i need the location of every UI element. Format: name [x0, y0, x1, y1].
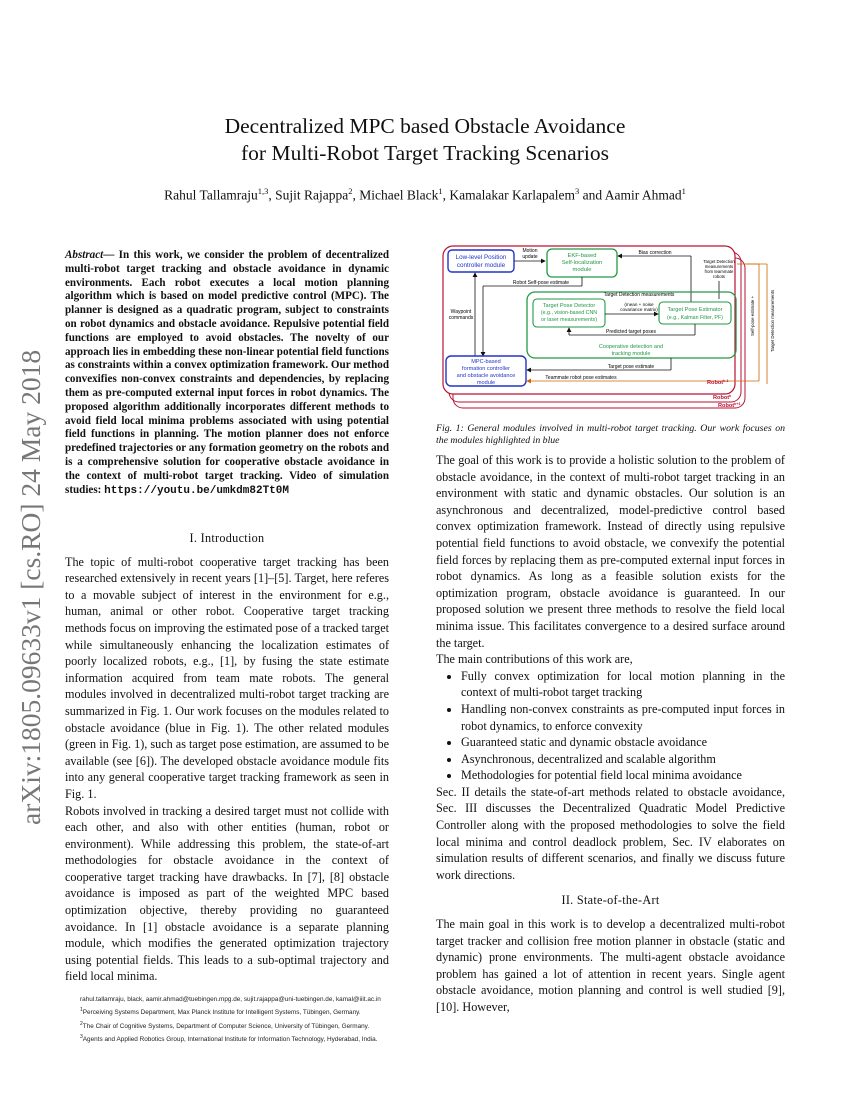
footnote-emails	[80, 995, 410, 1005]
state-of-art-heading: II. State-of-the-Art	[561, 893, 660, 908]
bias-label: Bias correction	[638, 250, 672, 256]
author-sep: ,	[442, 187, 450, 203]
intro-heading: I. Introduction	[189, 531, 265, 545]
author-sep: ,	[268, 187, 276, 203]
author-1: Rahul Tallamraju	[164, 187, 258, 203]
mean-noise-2: covariance matrix)	[620, 307, 658, 312]
pose-estimator-1: Target Pose Estimator	[667, 307, 723, 313]
contribution-3: • Guaranteed static and dynamic obstacle avoidance	[461, 734, 785, 751]
footnote-mark: 2	[80, 1020, 83, 1027]
teammate-det-2: measurements	[704, 264, 734, 269]
goal-paragraph: The goal of this work is to provide a holistic solution to the problem of obstacle avoidance, in the context of multi-robot target tracking in an environment with static and dynamic obstacles. Our solution is an asynchronous and decentralized, model-predictive control based convex optimization framework. Instead of directly using repulsive potential field functions to avoid obstacle, we convexify the potential field forces by replacing them as pre-computed external input forces in robot dynamics. As long as a feasible solution exists for the optimization program, obstacle avoidance is guaranteed. In our proposed solution we present three methods to resolve the field local minima issue. This facilitates convergence to a desired surface around the target.	[436, 453, 785, 650]
footnote-text: rahul.tallamraju, black, aamir.ahmad@tuebingen.mpg.de, sujit.rajappa@uni-tuebingen.de, kamal@iiit.ac.in	[80, 996, 381, 1003]
title-line-2: for Multi-Robot Target Tracking Scenarios	[241, 141, 609, 165]
low-level-label-2: controller module	[456, 262, 506, 269]
footnote-1	[80, 1005, 410, 1018]
motion-update-1: Motion	[522, 248, 538, 254]
author-3-affil: 1	[438, 186, 443, 196]
contribution-1: • Fully convex optimization for local motion planning in the context of multi-robot target tracking	[461, 668, 785, 701]
pose-detector-1: Target Pose Detector	[542, 303, 596, 309]
title-line-1: Decentralized MPC based Obstacle Avoidance	[224, 114, 626, 138]
right-column	[436, 452, 785, 1016]
footnote-text: The Chair of Cognitive Systems, Department of Computer Science, University of Tübingen, Germany.	[82, 1022, 370, 1030]
predicted-poses-label: Predicted target poses	[605, 329, 657, 335]
footnote-3	[80, 1032, 410, 1045]
author-and: and	[579, 187, 605, 203]
waypoint-label-1: Waypoint	[450, 309, 472, 315]
coop-label-1: Cooperative detection and	[598, 344, 664, 350]
robot-k-label: Robot$^k$	[713, 394, 732, 401]
low-level-label-1: Low-level Position	[455, 254, 507, 261]
contribution-4: • Asynchronous, decentralized and scalable algorithm	[461, 751, 785, 768]
figure-caption: Fig. 1: General modules involved in multi-robot target tracking. Our work focuses on the modules highlighted in blue	[436, 423, 785, 446]
author-1-affil: 1,3	[257, 186, 269, 196]
pose-detector-3: or laser measurements)	[541, 317, 597, 323]
author-4-affil: 3	[574, 186, 580, 196]
target-pose-est-label: Target pose estimate	[607, 364, 655, 370]
arxiv-id: arXiv:1805.09633v1 [cs.RO] 24 May 2018	[15, 349, 46, 825]
teammate-det-1: Target Detection	[703, 259, 735, 264]
mpc-label-4: module	[476, 380, 496, 386]
waypoint-label-2: commands	[448, 315, 474, 321]
author-5-affil: 1	[681, 186, 686, 196]
paper-title	[0, 113, 850, 167]
ekf-label-2: Self-localization	[561, 260, 603, 266]
contribution-5: • Methodologies for potential field local minima avoidance	[461, 767, 785, 784]
ekf-label-1: EKF-based	[567, 253, 597, 259]
pose-estimator-2: (e.g., Kalman Filter, PF)	[667, 315, 723, 321]
footnote-text: Perceiving Systems Department, Max Planck Institute for Intelligent Systems, Tübingen, Germany.	[82, 1009, 361, 1017]
target-det-meas-label: Target Detection measurements	[603, 292, 675, 298]
abstract	[65, 249, 389, 498]
abstract-lead: Abstract	[65, 249, 104, 261]
author-sep: ,	[352, 187, 360, 203]
introduction-section	[65, 530, 389, 985]
mpc-label-2: formation controller	[462, 366, 510, 372]
sections-paragraph: Sec. II details the state-of-art methods related to obstacle avoidance, Sec. III discusses the Decentralized Quadratic Model Predictive Controller along with the proposed methodologies to solve the field local minima and control deadlock problem, Sec. IV elaborates on simulation results of different scenarios, and finally we discuss future work directions.	[436, 784, 785, 882]
abstract-dash: —	[103, 249, 115, 261]
pose-detector-2: (e.g., vision-based CNN	[540, 310, 598, 316]
video-link[interactable]: https://youtu.be/umkdm82Tt0M	[104, 484, 289, 497]
footnotes	[80, 995, 410, 1045]
author-3: Michael Black	[359, 187, 439, 203]
contribution-2: • Handling non-convex constraints as pre-computed input forces in robot dynamics, to enforce convexity	[461, 701, 785, 734]
arxiv-stamp	[10, 290, 50, 830]
intro-paragraph-1: The topic of multi-robot cooperative target tracking has been researched extensively in recent years [1]–[5]. Target, here referes to a movable subject of interest in the environment for e.g., human, animal or other robot. Cooperative target tracking methods focus on improving the estimated pose of a tracked target while simultaneously enhancing the localization estimates of poorly localized robots, e.g., [1], by fusing the state estimate information acquired from team mate robots. The general modules involved in decentralized multi-robot target tracking are summarized in Fig. 1. Our work focuses on the modules related to obstacle avoidance (blue in Fig. 1). The other related modules (green in Fig. 1), such as target pose estimation, are assumed to be available (see [6]). The developed obstacle avoidance module fits into any general cooperative target tracking framework as seen in Fig. 1.	[65, 554, 390, 801]
teammate-det-3: from teammate	[704, 269, 734, 274]
footnote-2	[80, 1019, 410, 1032]
contributions-intro: The main contributions of this work are,	[436, 652, 633, 667]
abstract-body: In this work, we consider the problem of decentralized multi-robot target tracking and obstacle avoidance in dynamic environments. Each robot executes a local motion planning algorithm which is based on model predictive control (MPC). The planner is designed as a quadratic program, subject to constraints on robot dynamics and obstacle avoidance. Repulsive potential field functions are employed to avoid obstacles. The novelty of our approach lies in embedding these non-linear potential field functions as constraints within a convex optimization framework. Our method convexifies non-convex constraints and dependencies, by replacing them as pre-computed external input forces in robot dynamics. The proposed algorithm additionally incorporates different methods to avoid field local minima problems associated with using potential field functions in planning. The motion planner does not enforce predefined trajectories or any formation geometry on the robots and is a comprehensive solution for cooperative obstacle avoidance in the context of multi-robot target tracking. Video of simulation studies:	[65, 249, 389, 496]
teammates-pose-label: Teammate robot pose estimates	[545, 375, 617, 381]
side-label-1: Self-pose estimate +	[750, 295, 755, 336]
footnote-mark: 3	[80, 1033, 83, 1040]
intro-paragraph-2: Robots involved in tracking a desired target must not collide with each other, and also with other entities (human, robot or environment). While addressing this problem, the state-of-art methodologies for obstacle avoidance in the context of cooperative target tracking have drawbacks. In [7], [8] obstacle avoidance is imposed as part of the weighted MPC based optimization objective, thereby providing no guaranteed avoidance. In [1] obstacle avoidance is a separate planning module, which modifies the generated optimization trajectory using potential fields. This leads to a sub-optimal trajectory and field local minima.	[65, 803, 389, 984]
state-of-art-paragraph: The main goal in this work is to develop a decentralized multi-robot target tracker and collision free motion planner in obstacle (static and dynamic) prone environments. The multi-agent obstacle avoidance problem has gained a lot of attention in recent years. Single agent obstacle avoidance, motion planning and control is well studied [9], [10]. However,	[436, 917, 785, 1014]
ekf-label-3: module	[572, 267, 592, 273]
coop-label-2: tracking module	[611, 351, 651, 357]
side-label-2: Target Detection measurements	[770, 289, 775, 352]
mpc-label-3: and obstacle avoidance	[456, 373, 516, 379]
author-2-affil: 2	[348, 186, 353, 196]
figure-1-diagram	[441, 244, 775, 412]
footnote-mark: 1	[80, 1007, 83, 1014]
robot-k1-label: Robot$^{k-1}$	[707, 379, 729, 386]
footnote-text: Agents and Applied Robotics Group, International Institute for Information Technology, Hyderabad, India.	[82, 1035, 378, 1043]
author-5: Aamir Ahmad	[604, 187, 682, 203]
self-pose-label: Robot Self-pose estimate	[512, 280, 570, 286]
robot-k2-label: Robot$^{k+1}$	[718, 402, 741, 409]
contributions-list	[436, 668, 785, 784]
author-4: Kamalakar Karlapalem	[449, 187, 575, 203]
teammate-det-4: robots	[713, 274, 725, 279]
mean-noise-1: (mean + noise	[624, 302, 654, 307]
author-list	[0, 186, 850, 204]
motion-update-2: update	[522, 254, 538, 260]
author-2: Sujit Rajappa	[275, 187, 349, 203]
mpc-label-1: MPC-based	[471, 359, 501, 365]
